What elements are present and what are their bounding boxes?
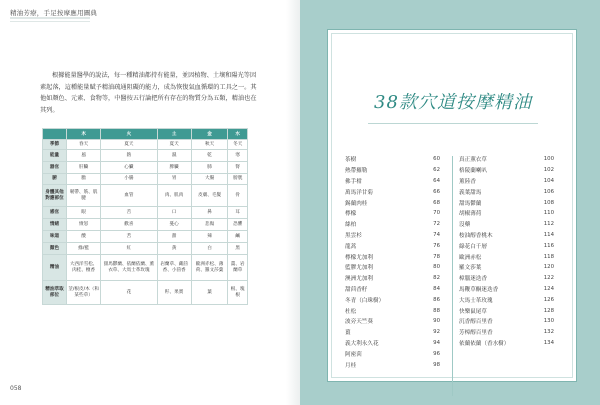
table-cell: 甜 [157,231,191,243]
table-cell: 肝臟 [67,162,101,174]
table-cell: 夏天 [101,140,157,150]
page-number: 058 [10,385,22,392]
oil-page-number: 90 [433,318,440,325]
table-row [43,140,248,150]
oil-page-number: 132 [543,329,554,336]
table-cell: 乾 [191,150,228,162]
oil-list-item [345,154,440,165]
oil-list-item [345,251,440,262]
table-cell: 舌 [101,207,157,219]
oil-page-number: 88 [433,307,440,314]
oil-page-number: 134 [543,339,554,346]
oil-name: 龍蒿 [345,243,357,250]
table-cell: 岩蘭草、藏茴香、小茴香 [157,255,191,281]
oil-list-item [345,284,440,295]
table-cell: 心臟 [101,162,157,174]
oil-name: 芳樟醇百里香 [459,330,493,337]
table-cell: 大西洋雪松、肉桂、檀香 [67,255,101,281]
five-elements-table [42,128,248,305]
oil-name: 波旁天竺葵 [345,319,373,326]
oil-list-item [345,186,440,197]
column-divider [452,156,453,396]
oil-page-number: 116 [543,242,554,249]
oil-page-number: 128 [543,307,554,314]
table-row [43,150,248,162]
oil-page-number: 80 [433,264,440,271]
table-cell: 鼻 [191,207,228,219]
oil-name: 絲柏 [345,222,357,229]
table-cell: 根、塊根 [228,281,248,305]
oil-page-number: 118 [543,253,554,260]
oil-list-item [459,305,554,316]
table-cell: 白 [191,243,228,255]
oil-page-number: 98 [433,361,440,368]
table-cell: 苦 [101,231,157,243]
oil-page-number: 82 [433,275,440,282]
oil-name: 錫蘭肉桂 [345,200,368,207]
oil-page-number: 120 [543,264,554,271]
row-label: 能量 [43,150,67,162]
table-cell: 歐洲赤松、薄荷、羅文莎葉 [191,255,228,281]
oil-list-item [459,327,554,338]
oil-name: 甜馬鬱蘭 [459,200,482,207]
oil-list-item [459,219,554,230]
row-label: 感官 [43,207,67,219]
oil-page-number: 78 [433,253,440,260]
gutter-shadow [286,0,300,405]
table-cell: 薑、岩蘭草 [228,255,248,281]
table-cell: 鹹 [228,231,248,243]
oil-page-number: 60 [433,156,440,163]
table-cell: 黃 [157,243,191,255]
oil-name: 月桂 [345,362,357,369]
oil-page-number: 84 [433,285,440,292]
oil-name: 薑 [345,330,351,337]
oil-list-item [345,359,440,370]
oil-list-item [459,316,554,327]
oil-page-number: 72 [433,221,440,228]
oil-list-item [459,294,554,305]
table-cell: 膽 [67,174,101,185]
oil-list-item [345,294,440,305]
oil-list-item [459,197,554,208]
oil-list-item [459,208,554,219]
oil-list-item [459,186,554,197]
row-label: 季節 [43,140,67,150]
table-cell: 紅 [101,243,157,255]
table-cell: 秋天 [191,140,228,150]
oil-page-number: 114 [543,231,554,238]
oil-list-item [345,165,440,176]
oil-page-number: 64 [433,177,440,184]
table-cell: 憤怒 [67,219,101,231]
table-row [43,207,248,219]
right-page [300,0,600,405]
title-divider [368,123,538,124]
table-row [43,162,248,174]
column-header: 金 [191,129,228,140]
oil-name: 義大利永久花 [345,340,379,347]
table-header-row [43,129,248,140]
header-decoration [10,17,90,25]
table-row [43,185,248,207]
table-cell: 辣 [191,231,228,243]
table-cell: 酸 [67,231,101,243]
table-cell: 莖/根皮/木（和某些草） [67,281,101,305]
oil-list-item [345,208,440,219]
table-cell: 口 [157,207,191,219]
table-cell: 大腸 [191,174,228,185]
table-cell: 寒 [228,150,248,162]
oil-name: 大馬士革玫瑰 [459,297,493,304]
table-cell: 熱 [101,150,157,162]
oil-name: 黑雲杉 [345,232,362,239]
oil-name: 檸檬 [345,211,357,218]
oil-name: 佛手柑 [345,178,362,185]
oil-name: 樟腦迷迭香 [459,276,487,283]
oil-list-item [345,230,440,241]
oil-list-item [345,176,440,187]
oil-list-item [345,327,440,338]
oil-name: 胡椒薄荷 [459,211,482,218]
oil-page-number: 102 [543,167,554,174]
oil-page-number: 62 [433,167,440,174]
oil-name: 藍膠尤加利 [345,265,373,272]
row-label: 身體其他對應部位 [43,185,67,207]
oil-name: 依蘭依蘭（香水樹） [459,340,510,347]
oil-name: 檸檬尤加利 [345,254,373,261]
oil-name: 綠花白千層 [459,243,487,250]
oil-page-number: 66 [433,188,440,195]
table-cell: 恐懼 [228,219,248,231]
oil-list-item [459,251,554,262]
table-cell: 花 [101,281,157,305]
table-cell: 耳 [228,207,248,219]
table-cell: 黑 [228,243,248,255]
table-cell: 歡喜 [101,219,157,231]
table-row [43,255,248,281]
oil-name: 義葉甜馬 [459,189,482,196]
oil-list-item [345,273,440,284]
oil-list-left [345,154,440,370]
oil-list-item [345,348,440,359]
column-header: 火 [101,129,157,140]
row-label: 腑 [43,174,67,185]
oil-page-number: 110 [543,210,554,217]
oil-page-number: 70 [433,210,440,217]
oil-page-number: 76 [433,242,440,249]
table-cell: 韌帶、筋、肌腱 [67,185,101,207]
table-row [43,243,248,255]
oil-list-item [459,262,554,273]
oil-page-number: 106 [543,188,554,195]
oil-name: 杜松 [345,308,357,315]
oil-page-number: 86 [433,296,440,303]
oil-name: 薰陸香 [459,178,476,185]
table-cell: 風 [67,150,101,162]
oil-index-panel [327,29,577,382]
oil-list-item [345,338,440,349]
table-cell: 肺 [191,162,228,174]
table-cell: 籽、果實 [157,281,191,305]
oil-page-number: 68 [433,199,440,206]
table-cell: 悲傷 [191,219,228,231]
oil-page-number: 100 [543,156,554,163]
column-header: 木 [67,129,101,140]
table-cell: 胃 [157,174,191,185]
table-cell: 血管 [101,185,157,207]
table-cell: 綠/藍 [67,243,101,255]
oil-name: 歐洲赤松 [459,254,482,261]
table-row [43,174,248,185]
oil-page-number: 96 [433,350,440,357]
table-cell: 葉 [191,281,228,305]
oil-name: 桉油醇香桃木 [459,232,493,239]
oil-name: 澳洲尤加利 [345,276,373,283]
table-row [43,281,248,305]
oil-page-number: 124 [543,285,554,292]
oil-list-item [459,165,554,176]
oil-page-number: 94 [433,339,440,346]
table-cell: 骨 [228,185,248,207]
oil-list-item [459,284,554,295]
oil-list-item [345,262,440,273]
oil-list-right [459,154,554,348]
oil-list-item [459,338,554,349]
row-label: 精油 [43,255,67,281]
table-cell: 肉、肌肉 [157,185,191,207]
oil-name: 萬馬洋甘菊 [345,189,373,196]
oil-page-number: 104 [543,177,554,184]
oil-list-item [459,230,554,241]
row-label: 精油萃取部位 [43,281,67,305]
table-corner [43,129,67,140]
oil-name: 馬鞭草酮迷迭香 [459,286,499,293]
oil-name: 阿密茴 [345,351,362,358]
table-cell: 春天 [67,140,101,150]
oil-list-item [459,240,554,251]
oil-list-item [459,176,554,187]
table-cell: 脾臟 [157,162,191,174]
oil-page-number: 74 [433,231,440,238]
table-cell: 膀胱 [228,174,248,185]
table-cell: 夏天 [157,140,191,150]
row-label: 情緒 [43,219,67,231]
table-cell: 眼 [67,207,101,219]
oil-name: 羅文莎葉 [459,265,482,272]
oil-page-number: 122 [543,275,554,282]
oil-page-number: 130 [543,318,554,325]
table-cell: 憂心 [157,219,191,231]
oil-name: 格陵蘭喇叭 [459,168,487,175]
table-cell: 小腸 [101,174,157,185]
oil-name: 快樂鼠尾草 [459,308,487,315]
table-cell: 冬天 [228,140,248,150]
row-label: 顏色 [43,243,67,255]
oil-page-number: 126 [543,296,554,303]
table-row [43,231,248,243]
oil-name: 甜茴香籽 [345,286,368,293]
oil-list-item [459,154,554,165]
row-label: 味道 [43,231,67,243]
oil-list-item [345,305,440,316]
oil-page-number: 108 [543,199,554,206]
oil-name: 沒藥 [459,222,471,229]
column-header: 土 [157,129,191,140]
oil-list-item [345,219,440,230]
oil-name: 熱帶羅勒 [345,168,368,175]
oil-name: 真正薰衣草 [459,157,487,164]
oil-page-number: 112 [543,221,554,228]
table-cell: 腎 [228,162,248,174]
oil-name: 茶樹 [345,157,357,164]
oil-list-item [345,240,440,251]
page-title: 38款穴道按摩精油 [374,92,532,113]
table-cell: 濕 [157,150,191,162]
intro-paragraph: 根據能量醫學的說法，每一種精油都持有能量，並因植物、土壤和陽光等因素起落，這種能量賦予精油疏通阻礙的能力，成為恢復氣血循環的工具之一。其他如顏色、元素、食物等，中醫按五行論把所有存在的物質分為五類，精油也在其列。 [40,72,257,114]
column-header: 水 [228,129,248,140]
table-cell: 皮膚、毛髮 [191,185,228,207]
oil-list-item [459,273,554,284]
running-header: 精油芳療，手足按摩應用圖典 [10,9,98,17]
oil-name: 沉香醇百里香 [459,319,493,326]
oil-list-item [345,316,440,327]
row-label: 器官 [43,162,67,174]
oil-list-item [345,197,440,208]
table-cell: 甜馬鬱蘭、依蘭依蘭、薰衣草、大馬士革玫瑰 [101,255,157,281]
oil-page-number: 92 [433,329,440,336]
oil-name: 冬青（白珠樹） [345,297,385,304]
table-row [43,219,248,231]
